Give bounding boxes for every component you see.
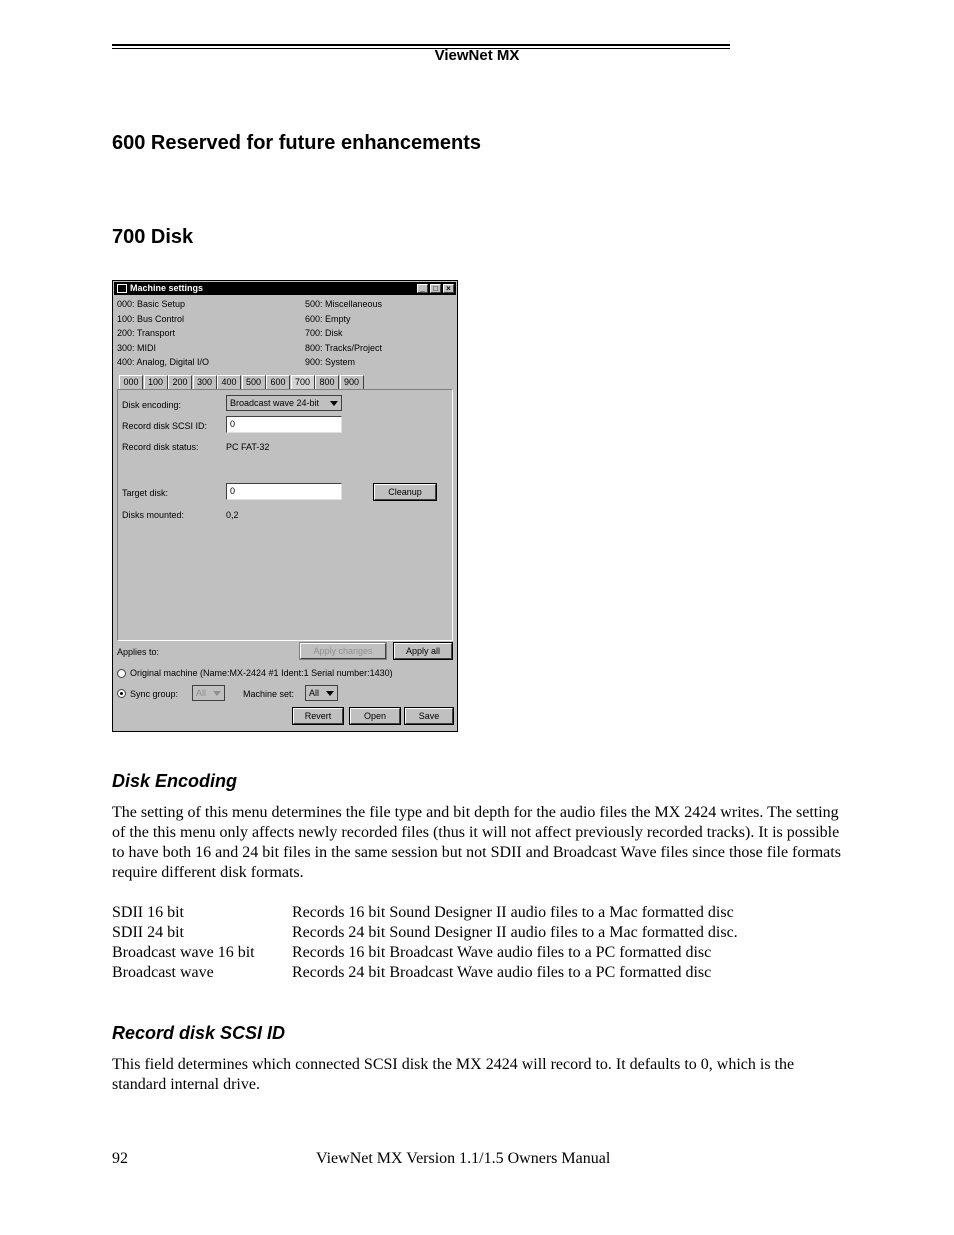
chevron-down-icon (326, 691, 334, 696)
scsi-id-heading: Record disk SCSI ID (112, 1023, 286, 1043)
encoding-name: SDII 16 bit (112, 904, 184, 921)
disk-encoding-label: Disk encoding: (122, 400, 182, 410)
apply-all-button[interactable]: Apply all (394, 643, 452, 659)
encoding-table (112, 903, 738, 983)
machine-set-value: All (309, 688, 320, 698)
encoding-name: Broadcast wave (112, 964, 214, 981)
running-header: ViewNet MX (434, 47, 520, 64)
disks-mounted-value: 0,2 (226, 510, 239, 520)
scsi-id-label: Record disk SCSI ID: (122, 421, 208, 431)
table-row (112, 903, 738, 923)
disk-encoding-select[interactable] (226, 395, 342, 411)
header-rule-thick (112, 44, 730, 46)
tab-600[interactable]: 600 (266, 375, 290, 389)
apply-changes-button[interactable]: Apply changes (300, 643, 386, 659)
chevron-down-icon (330, 401, 338, 406)
disk-status-label: Record disk status: (122, 442, 199, 452)
disk-encoding-value: Broadcast wave 24-bit (230, 398, 320, 408)
disks-mounted-label: Disks mounted: (122, 510, 185, 520)
encoding-desc: Records 24 bit Broadcast Wave audio files to a PC formatted disc (292, 964, 712, 981)
encoding-desc: Records 16 bit Broadcast Wave audio files to a PC formatted disc (292, 944, 712, 961)
disk-encoding-body: The setting of this menu determines the file type and bit depth for the audio files the MX 2424 writes. The setting of the this menu only affects newly recorded files (thus it will not affect previously recorded tracks). It is possible to have both 16 and 24 bit files in the same session but not SDII and Broadcast Wave files since those file formats require different disk formats. (112, 804, 841, 881)
target-disk-label: Target disk: (122, 488, 169, 498)
tab-500[interactable]: 500 (242, 375, 266, 389)
sync-group-select[interactable] (192, 685, 225, 701)
scsi-id-body: This field determines which connected SCSI disk the MX 2424 will record to. It defaults to 0, which is the standard internal drive. (112, 1056, 795, 1093)
category-right-4: 900: System (305, 357, 356, 367)
section-700-heading: 700 Disk (112, 226, 194, 248)
target-disk-input[interactable]: 0 (226, 483, 342, 500)
table-row (112, 963, 738, 983)
chevron-down-icon (213, 691, 221, 696)
category-left-4: 400: Analog, Digital I/O (117, 357, 210, 367)
scsi-id-input[interactable]: 0 (226, 416, 342, 433)
applies-to-label: Applies to: (117, 647, 160, 657)
sync-group-value: All (196, 688, 207, 698)
sync-group-radio[interactable] (117, 689, 126, 698)
original-machine-radio[interactable] (117, 669, 126, 678)
tab-800[interactable]: 800 (315, 375, 339, 389)
tab-panel-700 (117, 389, 453, 641)
category-left-3: 300: MIDI (117, 343, 157, 353)
machine-settings-window (112, 280, 458, 732)
machine-set-label: Machine set: (243, 689, 295, 699)
category-right-3: 800: Tracks/Project (305, 343, 383, 353)
close-icon[interactable]: × (443, 284, 454, 293)
original-machine-label: Original machine (Name:MX-2424 #1 Ident:1 Serial number:1430) (130, 668, 393, 678)
open-button[interactable]: Open (350, 708, 400, 724)
category-right-1: 600: Empty (305, 314, 351, 324)
window-title: Machine settings (130, 283, 204, 293)
tab-strip (119, 375, 364, 389)
tab-200[interactable]: 200 (168, 375, 192, 389)
minimize-icon[interactable]: _ (417, 284, 428, 293)
machine-set-select[interactable] (305, 685, 338, 701)
category-left-0: 000: Basic Setup (117, 299, 186, 309)
category-right-0: 500: Miscellaneous (305, 299, 383, 309)
tab-400[interactable]: 400 (217, 375, 241, 389)
page-number: 92 (112, 1150, 128, 1167)
encoding-name: SDII 24 bit (112, 924, 184, 941)
tab-300[interactable]: 300 (193, 375, 217, 389)
sync-group-label: Sync group: (130, 689, 179, 699)
category-left-2: 200: Transport (117, 328, 176, 338)
encoding-name: Broadcast wave 16 bit (112, 944, 255, 961)
section-600-heading: 600 Reserved for future enhancements (112, 132, 482, 154)
window-titlebar (114, 282, 456, 295)
java-app-icon (117, 284, 127, 293)
maximize-icon[interactable]: □ (430, 284, 441, 293)
disk-status-value: PC FAT-32 (226, 442, 270, 452)
table-row (112, 943, 738, 963)
table-row (112, 923, 738, 943)
category-left-1: 100: Bus Control (117, 314, 185, 324)
revert-button[interactable]: Revert (293, 708, 343, 724)
disk-encoding-heading: Disk Encoding (112, 771, 238, 791)
tab-100[interactable]: 100 (144, 375, 168, 389)
tab-900[interactable]: 900 (340, 375, 364, 389)
save-button[interactable]: Save (405, 708, 453, 724)
tab-000[interactable]: 000 (119, 375, 143, 389)
category-right-2: 700: Disk (305, 328, 343, 338)
encoding-desc: Records 16 bit Sound Designer II audio files to a Mac formatted disc (292, 904, 734, 921)
footer-title: ViewNet MX Version 1.1/1.5 Owners Manual (316, 1150, 611, 1167)
cleanup-button[interactable]: Cleanup (374, 484, 436, 500)
tab-700[interactable]: 700 (291, 375, 315, 389)
encoding-desc: Records 24 bit Sound Designer II audio files to a Mac formatted disc. (292, 924, 738, 941)
